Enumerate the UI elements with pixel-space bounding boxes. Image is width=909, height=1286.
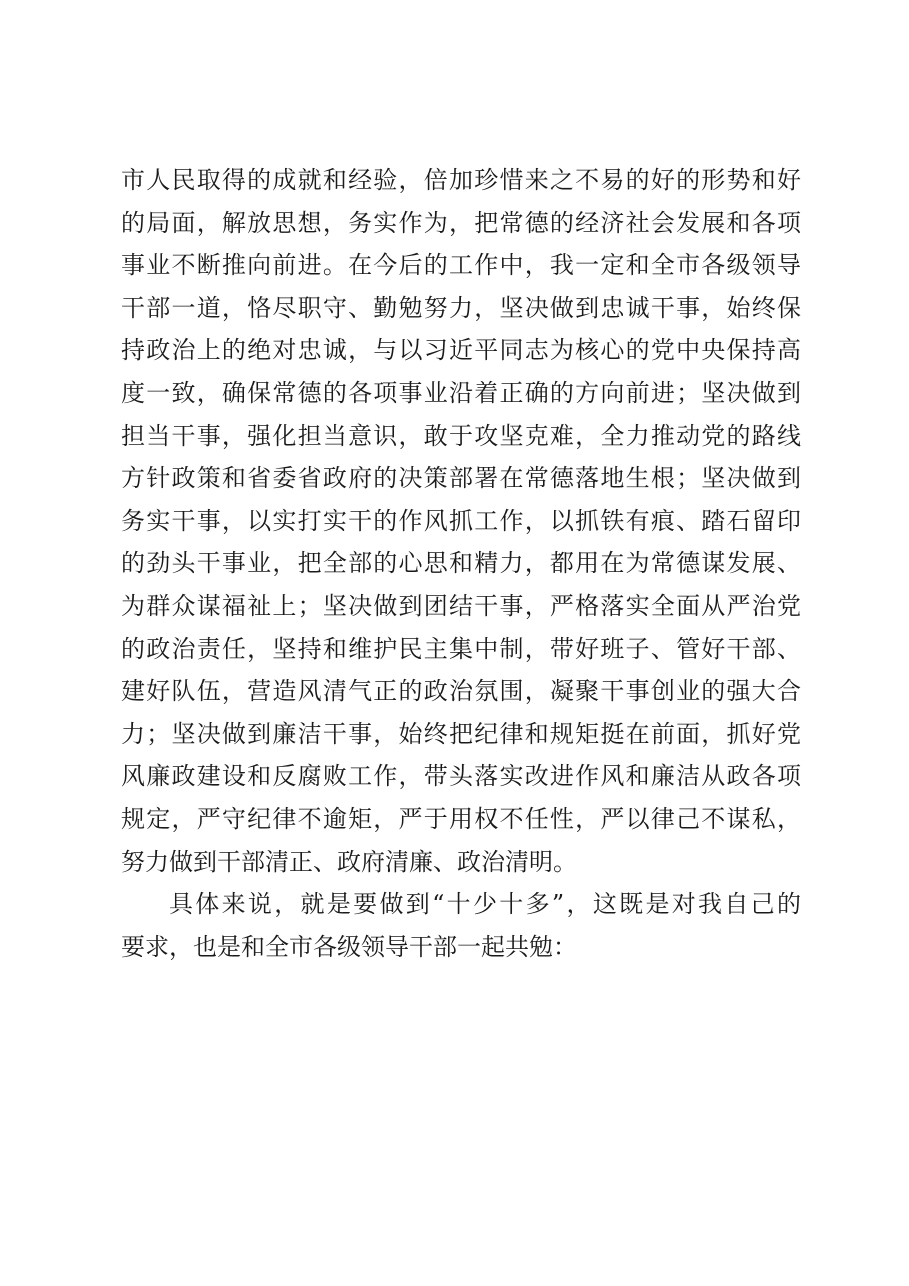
text-line: 务实干事，以实打实干的作风抓工作，以抓铁有痕、踏石留印 [121, 506, 801, 535]
text-line: 市人民取得的成就和经验，倍加珍惜来之不易的好的形势和好 [121, 166, 801, 194]
paragraph-1 [121, 159, 801, 883]
text-line: 努力做到干部清正、政府清廉、政治清明。 [121, 847, 577, 876]
text-line: 为群众谋福祉上；坚决做到团结干事，严格落实全面从严治党 [121, 591, 801, 620]
text-line: 度一致，确保常德的各项事业沿着正确的方向前进；坚决做到 [121, 378, 801, 407]
text-line: 事业不断推向前进。在今后的工作中，我一定和全市各级领导 [121, 251, 801, 280]
document-body [121, 159, 801, 968]
text-line: 规定，严守纪律不逾矩，严于用权不任性，严以律己不谋私， [121, 804, 801, 833]
text-line: 建好队伍，营造风清气正的政治氛围，凝聚干事创业的强大合 [121, 677, 801, 706]
text-line: 的局面，解放思想，务实作为，把常德的经济社会发展和各项 [121, 208, 801, 237]
text-line: 的劲头干事业，把全部的心思和精力，都用在为常德谋发展、 [121, 549, 801, 578]
text-line: 风廉政建设和反腐败工作，带头落实改进作风和廉洁从政各项 [121, 762, 801, 791]
text-line: 干部一道，恪尽职守、勤勉努力，坚决做到忠诚干事，始终保 [121, 293, 801, 322]
text-line: 担当干事，强化担当意识，敢于攻坚克难，全力推动党的路线 [121, 421, 801, 450]
text-line: 的政治责任，坚持和维护民主集中制，带好班子、管好干部、 [121, 634, 801, 663]
text-line: 要求，也是和全市各级领导干部一起共勉： [121, 932, 577, 961]
text-line: 方针政策和省委省政府的决策部署在常德落地生根；坚决做到 [121, 464, 801, 493]
text-line: 具体来说，就是要做到“十少十多”，这既是对我自己的 [169, 890, 801, 919]
paragraph-2 [121, 883, 801, 968]
text-line: 持政治上的绝对忠诚，与以习近平同志为核心的党中央保持高 [121, 336, 801, 365]
text-line: 力；坚决做到廉洁干事，始终把纪律和规矩挺在前面，抓好党 [121, 719, 801, 748]
